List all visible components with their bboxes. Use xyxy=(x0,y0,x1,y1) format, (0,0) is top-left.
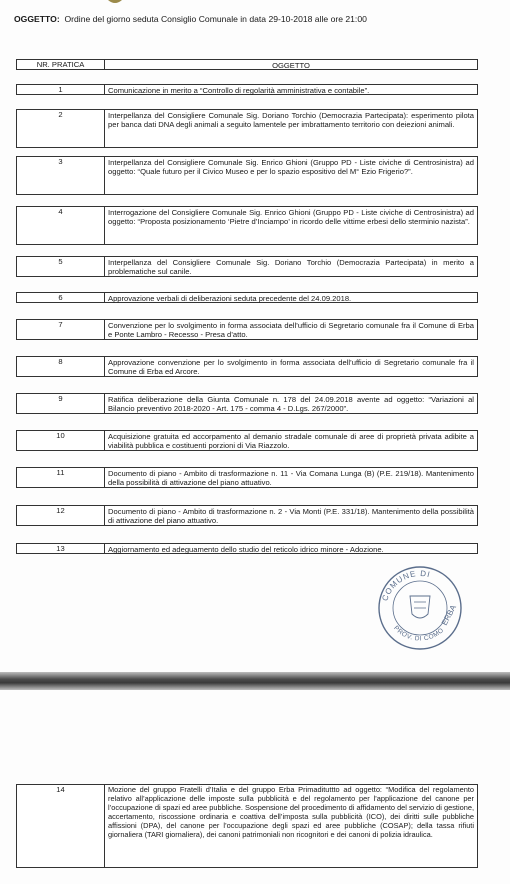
row-subject: Documento di piano - Ambito di trasformazione n. 11 - Via Comana Lunga (B) (P.E. 219/18). Mantenimento della possibilità di attivazione del piano attuativo. xyxy=(105,467,478,488)
row-number: 6 xyxy=(16,292,105,303)
row-subject: Interpellanza del Consigliere Comunale Sig. Doriano Torchio (Democrazia Partecipata): esperimento pilota per banca dati DNA degli animali a seguito lamentele per imbrattamento territorio con deiezioni animali. xyxy=(105,109,478,148)
row-subject: Ratifica deliberazione della Giunta Comunale n. 178 del 24.09.2018 avente ad oggetto: “Variazioni al Bilancio preventivo 2018-2020 - Art. 175 - comma 4 - D.Lgs. 267/2000”. xyxy=(105,393,478,414)
column-header-number: NR. PRATICA xyxy=(16,59,105,70)
row-number: 12 xyxy=(16,505,105,526)
row-number: 11 xyxy=(16,467,105,488)
row-number: 14 xyxy=(16,784,105,868)
row-subject: Convenzione per lo svolgimento in forma associata dell’ufficio di Segretario comunale fra il Comune di Erba e Ponte Lambro - Recesso - Presa d’atto. xyxy=(105,319,478,340)
row-subject: Interpellanza del Consigliere Comunale Sig. Enrico Ghioni (Gruppo PD - Liste civiche di Centrosinistra) ad oggetto: “Quale futuro per il Civico Museo e per lo spazio espositivo del M° Ezio Frigerio?”. xyxy=(105,156,478,195)
row-subject: Aggiornamento ed adeguamento dello studio del reticolo idrico minore - Adozione. xyxy=(105,543,478,554)
row-subject: Approvazione verbali di deliberazioni seduta precedente del 24.09.2018. xyxy=(105,292,478,303)
row-number: 7 xyxy=(16,319,105,340)
row-number: 1 xyxy=(16,84,105,95)
row-subject: Documento di piano - Ambito di trasformazione n. 2 - Via Monti (P.E. 331/18). Mantenimento della possibilità di attivazione del piano attuativo. xyxy=(105,505,478,526)
row-subject: Interrogazione del Consigliere Comunale Sig. Enrico Ghioni (Gruppo PD - Liste civiche di Centrosinistra) ad oggetto: “Proposta posizionamento ‘Pietre d’Inciampo’ in ricordo delle vittime erbesi dello sterminio nazista”. xyxy=(105,206,478,245)
stamp-top-text: COMUNE DI xyxy=(380,568,432,603)
municipal-stamp xyxy=(372,560,468,652)
row-subject: Comunicazione in merito a “Controllo di regolarità amministrativa e contabile”. xyxy=(105,84,478,95)
document-page-2 xyxy=(0,690,510,884)
row-subject: Approvazione convenzione per lo svolgimento in forma associata dell’ufficio di Segretario comunale fra il Comune di Erba ed Arcore. xyxy=(105,356,478,377)
page-separator xyxy=(0,672,510,690)
svg-text:PROV. DI COMO xyxy=(392,625,445,643)
svg-text:COMUNE DI xyxy=(380,569,431,602)
row-number: 10 xyxy=(16,430,105,451)
document-heading xyxy=(14,14,367,24)
row-number: 4 xyxy=(16,206,105,245)
row-subject: Acquisizione gratuita ed accorpamento al demanio stradale comunale di aree di proprietà privata adibite a viabilità pubblica e costituenti porzioni di Via Riazzolo. xyxy=(105,430,478,451)
row-number: 2 xyxy=(16,109,105,148)
row-subject: Interpellanza del Consigliere Comunale Sig. Doriano Torchio (Democrazia Partecipata) in merito a problematiche sul canile. xyxy=(105,256,478,277)
heading-text: Ordine del giorno seduta Consiglio Comunale in data 29-10-2018 alle ore 21:00 xyxy=(64,14,367,24)
row-number: 9 xyxy=(16,393,105,414)
row-number: 8 xyxy=(16,356,105,377)
row-number: 13 xyxy=(16,543,105,554)
stamp-right-text: ERBA xyxy=(439,603,458,627)
row-number: 3 xyxy=(16,156,105,195)
stamp-bottom-text: PROV. DI COMO xyxy=(392,624,446,643)
row-number: 5 xyxy=(16,256,105,277)
coat-of-arms-icon xyxy=(104,0,126,6)
column-header-subject: OGGETTO xyxy=(105,59,478,70)
heading-label: OGGETTO: xyxy=(14,14,60,24)
row-subject: Mozione del gruppo Fratelli d’Italia e del gruppo Erba Primadituttto ad oggetto: “Modifica del regolamento relativo all’applicazione delle imposte sulla pubblicità e del regolamento per l’applicazione del canone per l’occupazione di spazi ed aree pubbliche. Sospensione del procedimento di affidamento del servizio di gestione, accertamento, riscossione ordinaria e coattiva dell’imposta sulla pubblicità (ICO), dei diritti sulle pubbliche affissioni (DPA), del canone per l’occupazione degli spazi ed aree pubbliche (COSAP); della tassa rifiuti giornaliera (TARI giornaliera), dei canoni patrimoniali non ricognitori e dei canoni di polizia idraulica. xyxy=(105,784,478,868)
